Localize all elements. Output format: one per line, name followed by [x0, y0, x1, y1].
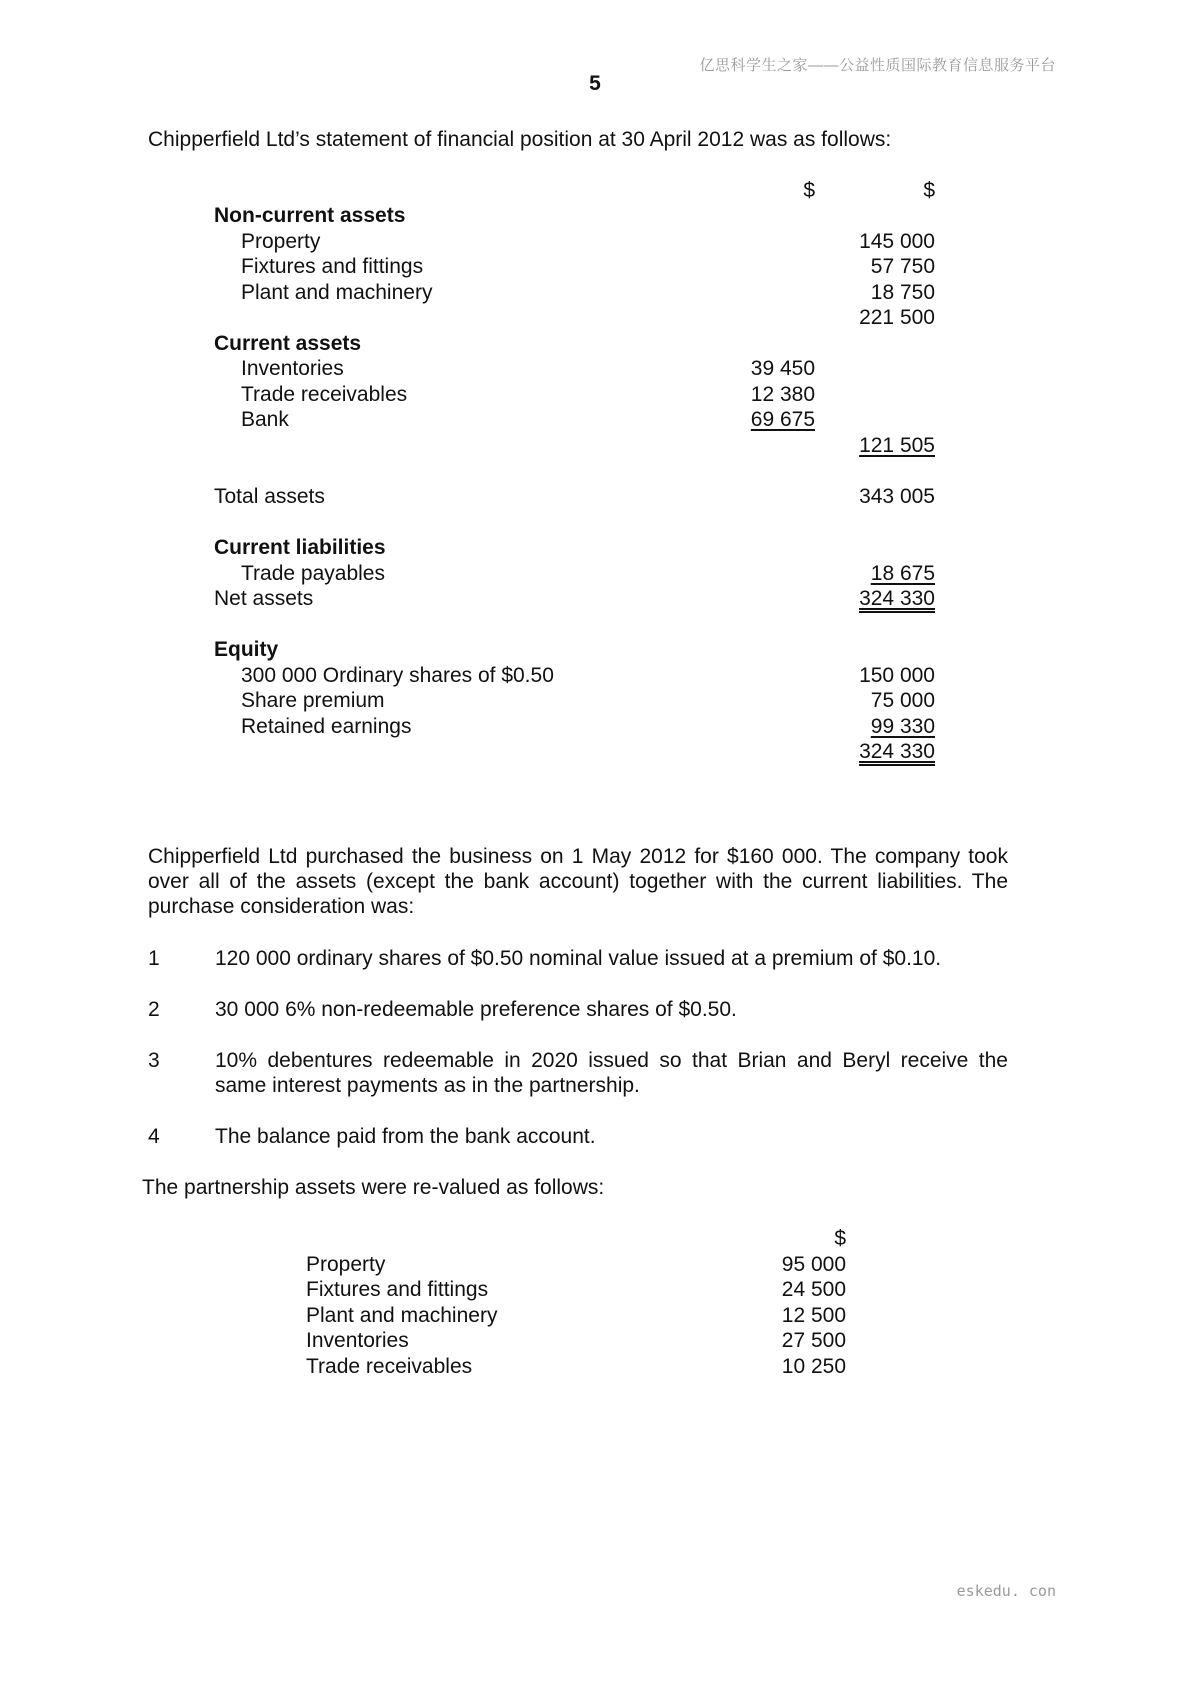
- revaluation-row-value: 95 000: [781, 1253, 846, 1276]
- revaluation-intro: The partnership assets were re-valued as follows:: [142, 1176, 605, 1199]
- bank-label: Bank: [241, 408, 289, 431]
- list-item: 10% debentures redeemable in 2020 issued so that Brian and Beryl receive the same interest payments as in the partnership.: [215, 1049, 1008, 1097]
- total-assets-label: Total assets: [214, 485, 325, 508]
- col2-header: $: [923, 179, 935, 202]
- list-item: 30 000 6% non-redeemable preference shares of $0.50.: [215, 998, 737, 1021]
- list-item-number: 3: [148, 1049, 160, 1072]
- non-current-assets-heading: Non-current assets: [214, 204, 406, 227]
- revaluation-row-value: 24 500: [781, 1278, 846, 1301]
- equity-heading: Equity: [214, 638, 279, 661]
- list-item-number: 2: [148, 998, 160, 1021]
- current-assets-heading: Current assets: [214, 332, 362, 355]
- inventories-value: 39 450: [750, 357, 815, 380]
- page-number: 5: [589, 72, 601, 95]
- revaluation-row-value: 12 500: [781, 1304, 846, 1327]
- shares-value: 150 000: [859, 664, 935, 687]
- revaluation-row-label: Inventories: [306, 1329, 409, 1352]
- plant-label: Plant and machinery: [241, 281, 433, 304]
- premium-value: 75 000: [870, 689, 935, 712]
- payables-label: Trade payables: [241, 562, 385, 585]
- total-assets-value: 343 005: [859, 485, 935, 508]
- fixtures-label: Fixtures and fittings: [241, 255, 424, 278]
- revaluation-row-value: 10 250: [781, 1355, 846, 1378]
- revaluation-row-label: Trade receivables: [306, 1355, 473, 1378]
- list-item-number: 4: [148, 1125, 160, 1148]
- revaluation-row-value: 27 500: [781, 1329, 846, 1352]
- footer-watermark: eskedu. con: [956, 1582, 1056, 1600]
- receivables-value: 12 380: [750, 383, 815, 406]
- list-item: 120 000 ordinary shares of $0.50 nominal value issued at a premium of $0.10.: [215, 947, 942, 970]
- intro-text: Chipperfield Ltd’s statement of financial position at 30 April 2012 was as follows:: [148, 128, 892, 151]
- current-liabilities-heading: Current liabilities: [214, 536, 386, 559]
- col1-header: $: [803, 179, 815, 202]
- header-watermark: 亿思科学生之家——公益性质国际教育信息服务平台: [699, 57, 1056, 74]
- inventories-label: Inventories: [241, 357, 344, 380]
- revaluation-header: $: [834, 1227, 846, 1250]
- purchase-paragraph: Chipperfield Ltd purchased the business on 1 May 2012 for $160 000. The company took over all of the assets (except the bank account) together with the current liabilities. The purchase consideration was:: [148, 845, 1008, 918]
- revaluation-row-label: Fixtures and fittings: [306, 1278, 489, 1301]
- equity-total: 324 330: [859, 740, 935, 763]
- nca-total: 221 500: [859, 306, 935, 329]
- net-assets-label: Net assets: [214, 587, 314, 610]
- list-item-number: 1: [148, 947, 160, 970]
- ca-total: 121 505: [859, 434, 935, 457]
- retained-value: 99 330: [870, 715, 935, 738]
- receivables-label: Trade receivables: [241, 383, 408, 406]
- net-assets-value: 324 330: [859, 587, 935, 610]
- retained-label: Retained earnings: [241, 715, 412, 738]
- premium-label: Share premium: [241, 689, 385, 712]
- payables-value: 18 675: [870, 562, 935, 585]
- revaluation-row-label: Property: [306, 1253, 386, 1276]
- property-label: Property: [241, 230, 321, 253]
- revaluation-row-label: Plant and machinery: [306, 1304, 498, 1327]
- shares-label: 300 000 Ordinary shares of $0.50: [241, 664, 554, 687]
- list-item: The balance paid from the bank account.: [215, 1125, 596, 1148]
- fixtures-value: 57 750: [870, 255, 935, 278]
- plant-value: 18 750: [870, 281, 935, 304]
- bank-value: 69 675: [750, 408, 815, 431]
- property-value: 145 000: [859, 230, 935, 253]
